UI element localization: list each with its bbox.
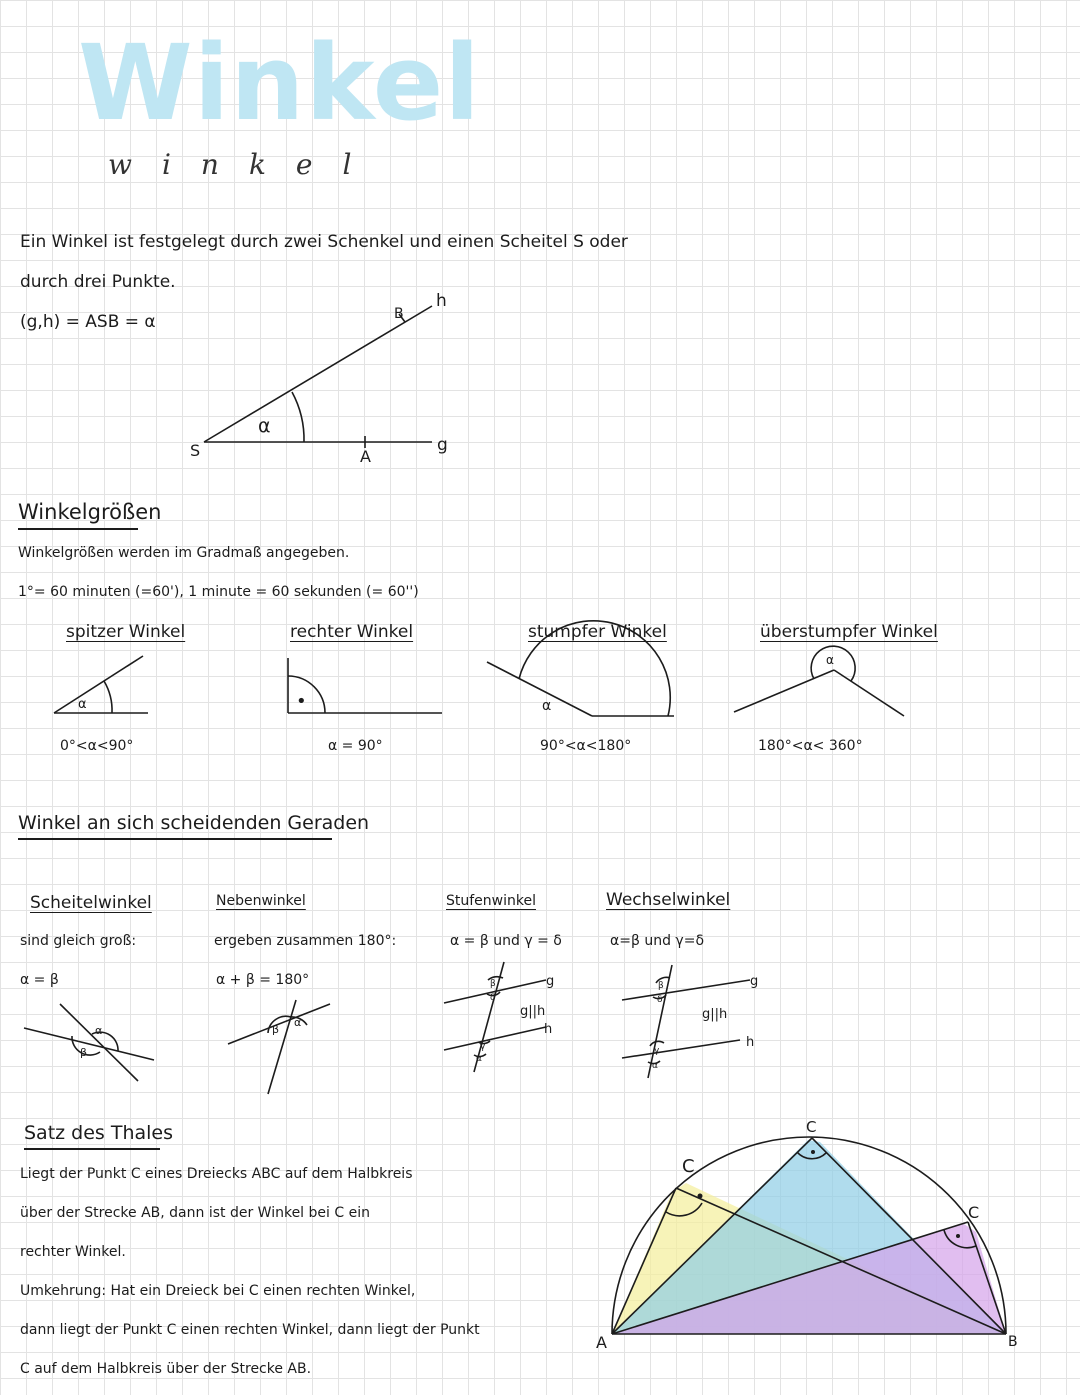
type-range-spitz: 0°<α<90° [60, 738, 134, 754]
wechsel-beta: β [658, 981, 664, 991]
stufen-h: h [544, 1022, 553, 1037]
type-name-ueberstumpf: überstumpfer Winkel [760, 622, 938, 642]
sizes-line-2: 1°= 60 minuten (=60'), 1 minute = 60 sekunden (= 60'') [18, 584, 419, 600]
type-range-recht: α = 90° [328, 738, 383, 754]
stufen-alpha: α [476, 1054, 482, 1064]
wechsel-h: h [746, 1035, 755, 1050]
page-title: Winkel [78, 22, 481, 144]
label-h: h [436, 291, 447, 311]
stufen-gamma: γ [480, 1042, 486, 1052]
neben-formula: α + β = 180° [216, 972, 310, 988]
type-name-stumpf: stumpfer Winkel [528, 622, 667, 642]
thales-label-c1: C [682, 1156, 695, 1177]
type-range-stumpf: 90°<α<180° [540, 738, 632, 754]
scheitel-formula: α = β [20, 972, 59, 988]
sizes-heading: Winkelgrößen [18, 500, 161, 530]
thales-line-2: über der Strecke AB, dann ist der Winkel bei C ein [20, 1205, 370, 1221]
intersect-heading: Winkel an sich scheidenden Geraden [18, 812, 369, 840]
scheitel-alpha: α [95, 1024, 103, 1037]
thales-line-6: C auf dem Halbkreis über der Strecke AB. [20, 1361, 312, 1377]
type-symbol-ueberstumpf: α [826, 653, 834, 667]
wechsel-g: g [750, 974, 759, 989]
type-name-spitz: spitzer Winkel [66, 622, 186, 642]
wechsel-desc: α=β und γ=δ [610, 933, 705, 949]
type-name-recht: rechter Winkel [290, 622, 414, 642]
neben-beta: β [272, 1023, 280, 1036]
scheitel-name: Scheitelwinkel [30, 893, 152, 913]
thales-label-a: A [596, 1333, 607, 1352]
neben-desc: ergeben zusammen 180°: [214, 933, 397, 949]
page-subtitle: winkel [108, 148, 382, 181]
type-symbol-stumpf: α [542, 698, 552, 714]
label-alpha: α [258, 415, 271, 437]
sizes-line-1: Winkelgrößen werden im Gradmaß angegeben. [18, 545, 350, 561]
stufen-desc: α = β und γ = δ [450, 933, 562, 949]
label-a: A [360, 447, 371, 466]
stufen-beta: β [490, 979, 496, 989]
type-range-ueberstumpf: 180°<α< 360° [758, 738, 863, 754]
thales-label-c2: C [806, 1118, 817, 1136]
stufen-g: g [546, 974, 555, 989]
thales-line-5: dann liegt der Punkt C einen rechten Winkel, dann liegt der Punkt [20, 1322, 480, 1338]
label-b: B [394, 306, 404, 322]
neben-name: Nebenwinkel [216, 893, 306, 909]
scheitel-desc: sind gleich groß: [20, 933, 137, 949]
type-symbol-spitz: α [78, 697, 87, 712]
thales-line-3: rechter Winkel. [20, 1244, 126, 1260]
type-symbol-recht: • [296, 691, 307, 712]
thales-label-b: B [1008, 1334, 1018, 1350]
intro-formula: (g,h) = ASB = α [20, 312, 156, 332]
scheitel-beta: β [80, 1046, 88, 1059]
wechsel-gamma: γ [654, 1046, 660, 1056]
intro-line-2: durch drei Punkte. [20, 272, 176, 292]
thales-heading: Satz des Thales [24, 1122, 173, 1150]
stufen-name: Stufenwinkel [446, 893, 536, 909]
stufen-delta: δ [490, 993, 496, 1003]
wechsel-alpha: α [652, 1061, 658, 1071]
stufen-parallel: g||h [520, 1004, 546, 1019]
label-g: g [437, 435, 448, 455]
thales-line-4: Umkehrung: Hat ein Dreieck bei C einen rechten Winkel, [20, 1283, 416, 1299]
wechsel-name: Wechselwinkel [606, 890, 731, 910]
label-s: S [190, 441, 201, 460]
thales-label-c3: C [968, 1203, 980, 1222]
neben-alpha: α [294, 1016, 302, 1029]
thales-line-1: Liegt der Punkt C eines Dreiecks ABC auf dem Halbkreis [20, 1166, 413, 1182]
wechsel-parallel: g||h [702, 1007, 728, 1022]
intro-line-1: Ein Winkel ist festgelegt durch zwei Schenkel und einen Scheitel S oder [20, 232, 628, 252]
wechsel-delta: δ [657, 995, 663, 1005]
